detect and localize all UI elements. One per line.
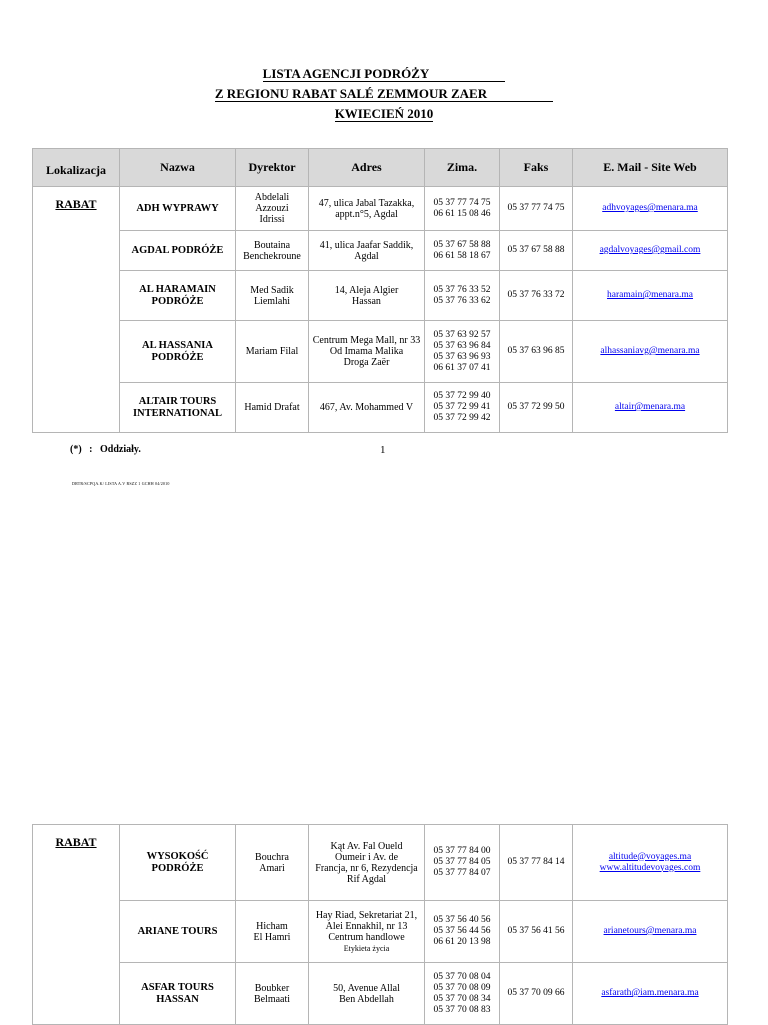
agency-name: ALTAIR TOURS: [138, 395, 217, 407]
phone-cell: [425, 963, 500, 1025]
fax-number: 05 37 77 84 14: [507, 857, 565, 867]
address-cell: [309, 963, 425, 1025]
table-row: [33, 901, 728, 963]
email-cell: [573, 321, 728, 383]
phone-number: 05 37 72 99 40: [433, 391, 491, 401]
address-line: Ben Abdellah: [339, 993, 394, 1005]
table-row: [33, 187, 728, 231]
column-header: Dyrektor: [236, 149, 309, 187]
address-cell: [309, 187, 425, 231]
column-header: Lokalizacja: [33, 149, 120, 187]
address-cell: [309, 271, 425, 321]
table-header-row: [33, 149, 728, 187]
phone-number: 06 61 20 13 98: [433, 937, 491, 947]
agency-name-cell: [120, 825, 236, 901]
director-name: Mariam Filal: [245, 346, 299, 357]
agency-table-page2: [32, 824, 728, 1025]
agency-table-page1: [32, 148, 728, 433]
fax-cell: [500, 901, 573, 963]
email-cell: [573, 187, 728, 231]
page-number: 1: [380, 444, 386, 456]
table-row: [33, 383, 728, 433]
column-header: Zima.: [425, 149, 500, 187]
document-date: KWIECIEŃ 2010: [334, 106, 434, 121]
director-name: Idrissi: [259, 214, 285, 225]
phone-cell: [425, 321, 500, 383]
phone-number: 05 37 76 33 62: [433, 295, 491, 306]
table-row: [33, 321, 728, 383]
director-cell: [236, 825, 309, 901]
phone-number: 05 37 56 44 56: [433, 926, 491, 936]
director-cell: [236, 963, 309, 1025]
email-cell: [573, 963, 728, 1025]
email-cell: [573, 231, 728, 271]
document-subtitle: Z REGIONU RABAT SALÉ ZEMMOUR ZAER: [0, 86, 768, 102]
address-line: Hassan: [352, 295, 381, 307]
email-link[interactable]: altair@menara.ma: [614, 402, 686, 412]
phone-number: 05 37 70 08 09: [433, 982, 491, 993]
fax-cell: [500, 187, 573, 231]
agency-name: WYSOKOŚĆ: [146, 850, 209, 862]
fax-cell: [500, 825, 573, 901]
address-line: Rif Agdal: [346, 873, 387, 885]
address-line: 50, Avenue Allal: [333, 982, 400, 994]
table-row: [33, 963, 728, 1025]
column-header: Faks: [500, 149, 573, 187]
director-cell: [236, 383, 309, 433]
agency-name-cell: [120, 271, 236, 321]
address-line: 14, Aleja Algier: [334, 284, 399, 296]
agency-name-cell: [120, 383, 236, 433]
fax-cell: [500, 383, 573, 433]
email-link[interactable]: arianetours@menara.ma: [603, 926, 697, 936]
director-name: Abdelali: [254, 192, 290, 203]
fax-number: 05 37 56 41 56: [507, 926, 565, 936]
director-name: Boubker: [254, 982, 290, 994]
address-line: Oumeir i Av. de: [334, 851, 399, 863]
phone-number: 05 37 77 84 00: [433, 846, 491, 856]
address-line: Etykieta życia: [343, 943, 390, 953]
phone-number: 05 37 63 92 57: [433, 329, 491, 340]
address-line: Centrum handlowe: [328, 931, 405, 943]
agency-name: PODRÓŻE: [151, 351, 204, 363]
fax-number: 05 37 76 33 72: [507, 290, 565, 300]
agency-name-cell: [120, 187, 236, 231]
director-name: Hamid Drafat: [244, 402, 300, 413]
agency-name: ASFAR TOURS: [141, 981, 214, 993]
table-row: [33, 231, 728, 271]
location-cell: [33, 825, 120, 1025]
agency-name: AGDAL PODRÓŻE: [131, 244, 224, 256]
fax-number: 05 37 77 74 75: [507, 203, 565, 213]
phone-cell: [425, 271, 500, 321]
phone-number: 05 37 63 96 84: [433, 340, 491, 351]
address-cell: [309, 321, 425, 383]
location-label: RABAT: [55, 197, 97, 211]
address-cell: [309, 383, 425, 433]
document-reference: DRTR/SCPQA.K/ LISTA A.V RSZZ 1 GCHH 04/2010: [72, 481, 170, 486]
phone-number: 05 37 76 33 52: [433, 284, 491, 295]
email-link[interactable]: asfarath@iam.menara.ma: [601, 988, 699, 998]
director-name: Belmaati: [253, 993, 291, 1005]
address-line: 47, ulica Jabal Tazakka,: [318, 197, 415, 209]
address-line: Od Imama Malika: [329, 346, 404, 357]
director-name: Amari: [259, 862, 285, 874]
phone-cell: [425, 901, 500, 963]
phone-cell: [425, 187, 500, 231]
director-cell: [236, 901, 309, 963]
address-line: Kąt Av. Fal Oueld: [330, 840, 403, 852]
agency-name: ARIANE TOURS: [137, 925, 218, 937]
phone-number: 05 37 77 84 07: [433, 868, 491, 878]
agency-name: AL HASSANIA: [142, 339, 213, 351]
address-line: 467, Av. Mohammed V: [319, 402, 414, 413]
phone-number: 05 37 77 74 75: [433, 197, 491, 208]
email-link[interactable]: haramain@menara.ma: [606, 290, 694, 300]
director-cell: [236, 231, 309, 271]
phone-number: 05 37 70 08 34: [433, 993, 491, 1004]
director-name: Bouchra: [255, 851, 289, 863]
phone-number: 05 37 77 84 05: [433, 857, 491, 867]
phone-number: 05 37 70 08 04: [433, 971, 491, 982]
location-label: RABAT: [55, 835, 97, 849]
agency-name-cell: [120, 321, 236, 383]
director-cell: [236, 271, 309, 321]
phone-number: 05 37 72 99 42: [433, 413, 491, 423]
phone-number: 06 61 15 08 46: [433, 208, 491, 219]
email-cell: [573, 271, 728, 321]
director-cell: [236, 187, 309, 231]
address-line: Hay Riad, Sekretariat 21,: [315, 909, 418, 921]
phone-cell: [425, 383, 500, 433]
address-line: Centrum Mega Mall, nr 33: [312, 335, 421, 346]
director-name: Hicham: [256, 920, 288, 932]
director-name: Azzouzi: [255, 203, 289, 214]
column-header: Adres: [309, 149, 425, 187]
phone-number: 05 37 56 40 56: [433, 915, 491, 925]
agency-name: PODRÓŻE: [151, 295, 204, 307]
phone-number: 05 37 63 96 93: [433, 351, 491, 362]
address-line: Francja, nr 6, Rezydencja: [315, 862, 418, 874]
phone-number: 05 37 70 08 83: [433, 1004, 491, 1015]
email-link[interactable]: alhassaniavg@menara.ma: [600, 346, 700, 356]
fax-cell: [500, 231, 573, 271]
fax-cell: [500, 963, 573, 1025]
agency-name-cell: [120, 901, 236, 963]
phone-number: 06 61 37 07 41: [433, 362, 491, 373]
phone-number: 05 37 67 58 88: [433, 239, 491, 250]
phone-cell: [425, 231, 500, 271]
table-row: [33, 825, 728, 901]
email-cell: [573, 825, 728, 901]
phone-number: 05 37 72 99 41: [433, 402, 491, 412]
email-link[interactable]: altitude@voyages.ma: [608, 851, 692, 862]
agency-name: HASSAN: [156, 993, 199, 1005]
phone-number: 06 61 58 18 67: [433, 250, 491, 261]
agency-name: ADH WYPRAWY: [136, 202, 219, 214]
director-name: Benchekroune: [243, 250, 301, 262]
address-cell: [309, 231, 425, 271]
email-link[interactable]: adhvoyages@menara.ma: [602, 203, 698, 213]
fax-number: 05 37 63 96 85: [507, 346, 565, 356]
fax-cell: [500, 271, 573, 321]
address-line: Agdal: [354, 250, 379, 262]
email-cell: [573, 383, 728, 433]
agency-name-cell: [120, 231, 236, 271]
fax-number: 05 37 67 58 88: [507, 245, 565, 255]
director-name: Med Sadik: [250, 284, 294, 296]
agency-name: AL HARAMAIN: [139, 283, 216, 295]
address-line: 41, ulica Jaafar Saddik,: [319, 239, 414, 251]
address-line: appt.n°5, Agdal: [335, 208, 398, 220]
director-cell: [236, 321, 309, 383]
agency-name: PODRÓŻE: [151, 862, 204, 874]
fax-number: 05 37 70 09 66: [507, 988, 565, 998]
address-cell: [309, 825, 425, 901]
email-link[interactable]: agdalvoyages@gmail.com: [599, 245, 701, 255]
address-line: Alei Ennakhil, nr 13: [325, 920, 408, 932]
address-cell: [309, 901, 425, 963]
phone-cell: [425, 825, 500, 901]
director-name: Liemlahi: [253, 295, 291, 307]
footnote: (*) : Oddziały.: [70, 444, 141, 455]
column-header: E. Mail - Site Web: [573, 149, 728, 187]
fax-cell: [500, 321, 573, 383]
email-link[interactable]: www.altitudevoyages.com: [599, 862, 701, 873]
agency-name-cell: [120, 963, 236, 1025]
location-cell: [33, 187, 120, 433]
director-name: Boutaina: [253, 239, 291, 251]
table-row: [33, 271, 728, 321]
director-name: El Hamri: [253, 931, 291, 943]
address-line: Droga Zaër: [343, 357, 390, 368]
document-title: LISTA AGENCJI PODRÓŻY: [0, 66, 768, 82]
column-header: Nazwa: [120, 149, 236, 187]
email-cell: [573, 901, 728, 963]
agency-name: INTERNATIONAL: [132, 407, 223, 419]
fax-number: 05 37 72 99 50: [507, 402, 565, 412]
